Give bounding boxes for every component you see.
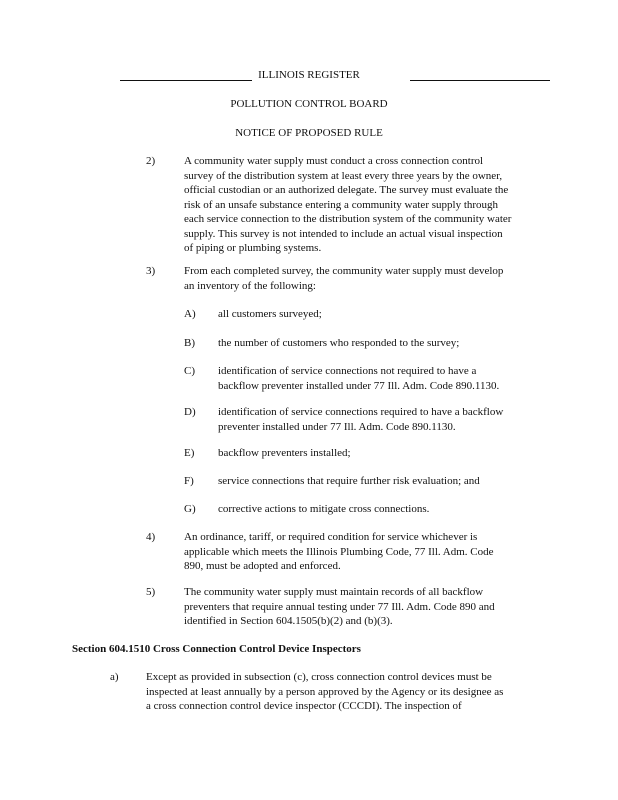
subitem-letter: A) [184, 308, 196, 320]
subitem-letter: G) [184, 503, 196, 515]
header-rule-left [120, 80, 252, 81]
item-text: The community water supply must maintain records of all backflow preventers that require annual testing under 77 Ill. Adm. Code 890 and identified in Section 604.1505(b)(2) and (b)(3). [184, 586, 495, 627]
register-heading: ILLINOIS REGISTER [258, 69, 360, 81]
subsection-text: Except as provided in subsection (c), cross connection control devices must be inspected at least annually by a person approved by the Agency or its designee as a cross connection control device inspector (CCCDI). The inspection of [146, 671, 504, 712]
subitem-text: backflow preventers installed; [218, 447, 351, 459]
subsection-number: a) [110, 671, 119, 683]
subitem-letter: D) [184, 406, 196, 418]
subitem-text: identification of service connections not required to have a backflow preventer installed under 77 Ill. Adm. Code 890.1130. [218, 365, 500, 392]
item-text: An ordinance, tariff, or required condition for service whichever is applicable which meets the Illinois Plumbing Code, 77 Ill. Adm. Code 890, must be adopted and enforced. [184, 531, 494, 572]
subitem-letter: C) [184, 365, 195, 377]
subitem-letter: F) [184, 475, 194, 487]
subitem-text: service connections that require further risk evaluation; and [218, 475, 480, 487]
item-number: 4) [146, 531, 156, 543]
item-text: A community water supply must conduct a cross connection control survey of the distribution system at least every three years by the owner, official custodian or an authorized delegate. The survey must evaluate the risk of an unsafe substance entering a community water supply through each service connection to the distribution system of the community water supply. This survey is not intended to include an actual visual inspection of piping or plumbing systems. [184, 155, 512, 254]
section-heading: Section 604.1510 Cross Connection Control Device Inspectors [72, 643, 361, 655]
notice-heading: NOTICE OF PROPOSED RULE [235, 127, 383, 139]
item-number: 5) [146, 586, 156, 598]
subitem-text: identification of service connections required to have a backflow preventer installed under 77 Ill. Adm. Code 890.1130. [218, 406, 504, 433]
subitem-text: the number of customers who responded to the survey; [218, 337, 460, 349]
subitem-text: all customers surveyed; [218, 308, 322, 320]
item-number: 2) [146, 155, 156, 167]
item-text: From each completed survey, the community water supply must develop an inventory of the following: [184, 265, 504, 292]
subitem-text: corrective actions to mitigate cross connections. [218, 503, 430, 515]
subitem-letter: B) [184, 337, 195, 349]
board-heading: POLLUTION CONTROL BOARD [230, 98, 388, 110]
item-number: 3) [146, 265, 156, 277]
subitem-letter: E) [184, 447, 195, 459]
header-rule-right [410, 80, 550, 81]
